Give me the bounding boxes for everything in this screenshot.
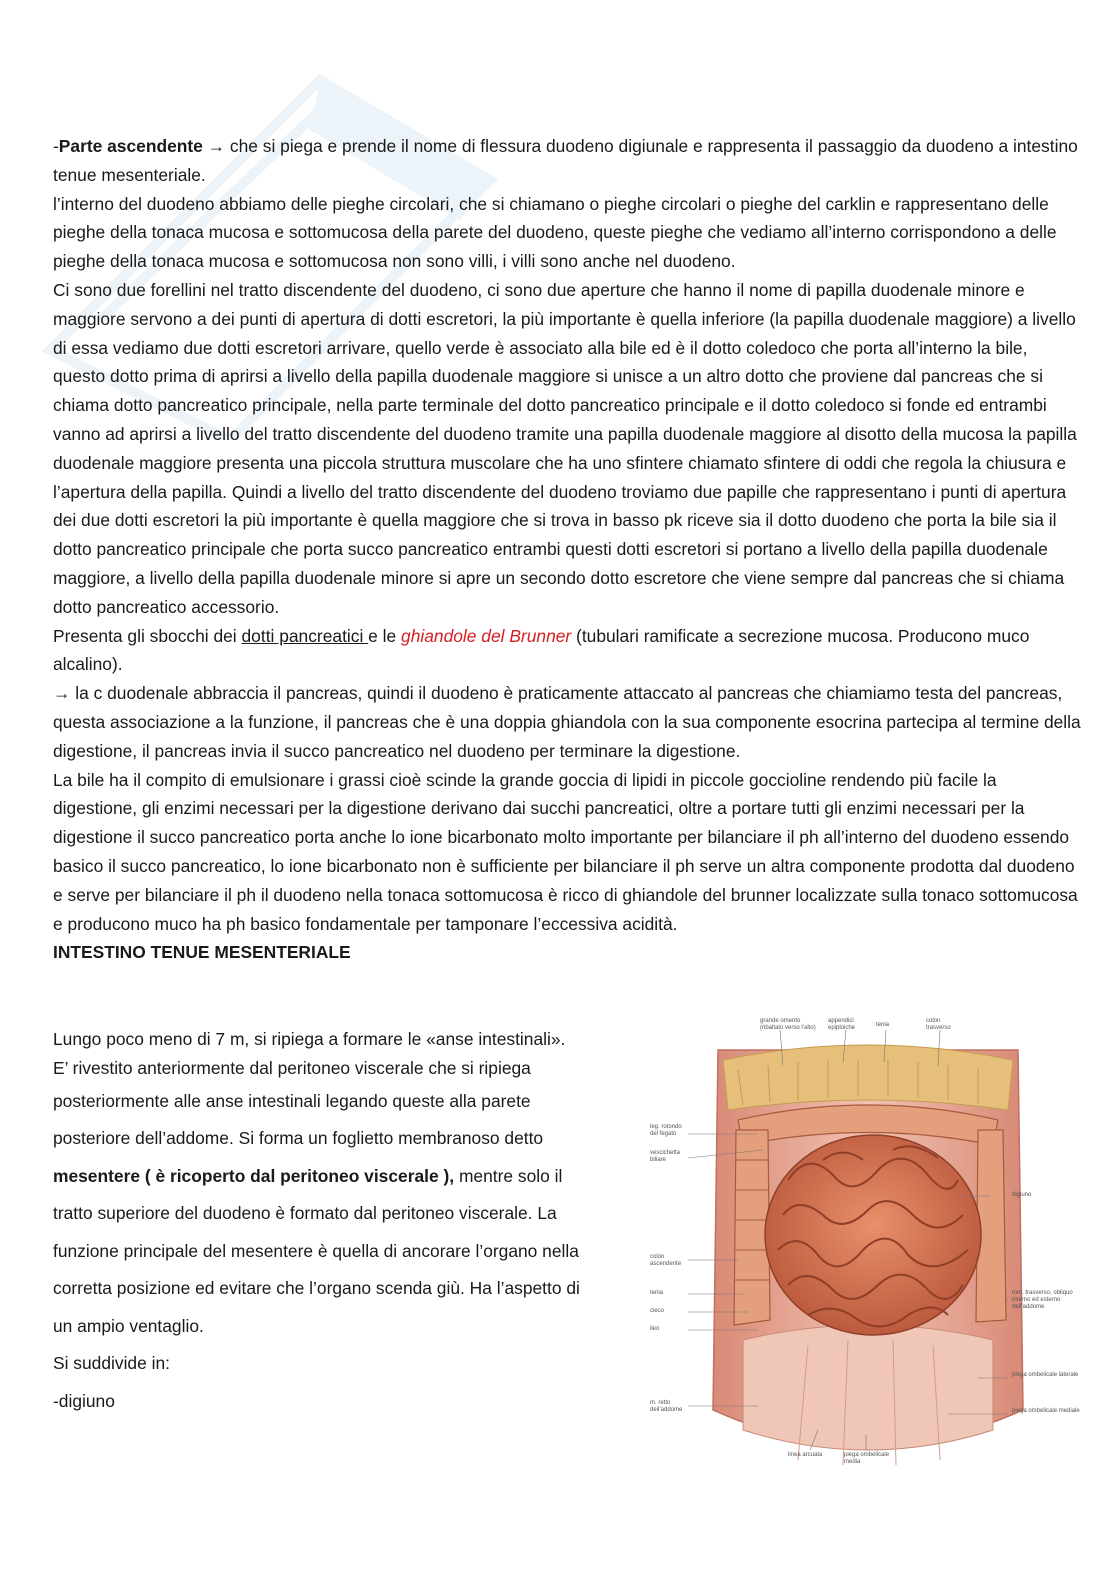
line: Lungo poco meno di 7 m, si ripiega a formare le «anse intestinali». bbox=[53, 1029, 566, 1049]
intestine-illustration bbox=[648, 1010, 1090, 1478]
label-mm-trasverso: mm. trasverso, obliquo interno ed esterno dell’addome bbox=[1012, 1290, 1073, 1310]
label-appendici-epiploiche: appendici epiploiche bbox=[828, 1018, 856, 1031]
dash: - bbox=[53, 136, 59, 156]
line: un ampio ventaglio. bbox=[53, 1315, 204, 1336]
label-grande-omento: grande omento (ribaltato verso l’alto) bbox=[760, 1018, 816, 1031]
line-rest: mentre solo il bbox=[454, 1165, 563, 1186]
ghiandole-brunner-term: ghiandole del Brunner bbox=[401, 625, 572, 646]
label-vescichetta: vescichetta biliare bbox=[650, 1150, 681, 1163]
label-piega-media: piega ombelicale media bbox=[844, 1452, 890, 1465]
paragraph-parte-ascendente bbox=[53, 132, 1083, 190]
line: posteriore dell’addome. Si forma un foglietto membranoso detto bbox=[53, 1128, 544, 1149]
label-cieco: cieco bbox=[650, 1308, 665, 1314]
paragraph-bile: La bile ha il compito di emulsionare i grassi cioè scinde la grande goccia di lipidi in piccole goccioline rendendo più facile la digestione, gli enzimi necessari per la digestione derivano dai succhi pancreatici, oltre a portare tutti gli enzimi necessari per la digestione il succo pancreatico porta anche lo ione bicarbonato molto importante per bilanciare il ph all’interno del duodeno essendo basico il succo pancreatico, lo ione bicarbonato non è sufficiente per bilanciare il ph serve un altra componente prodotta dal duodeno e serve per bilanciare il ph il duodeno nella tonaca sottomucosa è ricco di ghiandole del brunner localizzate sulla tonaco sottomucosa e producono muco ha ph basico fondamentale per tamponare l’eccessiva acidità. bbox=[53, 769, 1078, 934]
label-colon-trasverso: colon trasverso bbox=[926, 1018, 951, 1031]
paragraph-pieghe: l’interno del duodeno abbiamo delle pieghe circolari, che si chiamano o pieghe circolari o pieghe del carklin e rappresentano delle pieghe della tonaca mucosa e sottomucosa della parete del duodeno, queste pieghe che vediamo all’interno corrispondono a delle pieghe della tonaca mucosa e sottomucosa non sono villi, i villi sono anche nel duodeno. bbox=[53, 193, 1057, 272]
paragraph-papille: Ci sono due forellini nel tratto discendente del duodeno, ci sono due aperture che hanno il nome di papilla duodenale minore e maggiore servono a dei punti di apertura di dotti escretori, la più importante è quella inferiore (la papilla duodenale maggiore) a livello di essa vediamo due dotti escretori arrivare, quello verde è associato alla bile ed è il dotto coledoco che porta all’interno la bile, questo dotto prima di aprirsi a livello della papilla duodenale maggiore si unisce a un altro dotto che proviene dal pancreas che si chiama dotto pancreatico principale, nella parte terminale del dotto pancreatico principale e il dotto coledoco si fonde ed entrambi vanno ad aprirsi a livello del tratto discendente del duodeno tramite una papilla duodenale maggiore al disotto della mucosa la papilla duodenale maggiore presenta una piccola struttura muscolare che ha uno sfintere chiamato sfintere di oddi che regola la chiusura e l’apertura della papilla. Quindi a livello del tratto discendente del duodeno troviamo due papille che rappresentano i punti di apertura dei due dotti escretori la più importante è quella maggiore che si trova in basso pk riceve sia il dotto duodeno che porta la bile sia il dotto pancreatico principale che porta succo pancreatico entrambi questi dotti escretori si portano a livello della papilla duodenale maggiore, a livello della papilla duodenale minore si apre un secondo dotto escretore che viene sempre dal pancreas che si chiama dotto pancreatico accessorio. bbox=[53, 279, 1077, 617]
label-linea-arcuata: linea arcuata bbox=[788, 1452, 823, 1458]
lower-wall-folds bbox=[743, 1325, 993, 1450]
label-piega-laterale: piega ombelicale laterale bbox=[1012, 1372, 1079, 1378]
label-digiuno: digiuno bbox=[1012, 1192, 1032, 1198]
sbocchi-text-a: Presenta gli sbocchi dei bbox=[53, 625, 242, 646]
sbocchi-text-b: e le bbox=[368, 625, 402, 646]
label-retto-addome: m. retto dell’addome bbox=[650, 1400, 683, 1413]
body-text bbox=[53, 132, 1083, 967]
line: tratto superiore del duodeno è formato dal peritoneo viscerale. La bbox=[53, 1203, 557, 1224]
paragraph-pancreas: → la c duodenale abbraccia il pancreas, quindi il duodeno è praticamente attaccato al pancreas che chiamiamo testa del pancreas, questa associazione a la funzione, il pancreas che è una doppia ghiandola con la sua componente esocrina partecipa al termine della digestione, il pancreas invia il succo pancreatico nel duodeno per terminare la digestione. bbox=[53, 683, 1081, 761]
line bbox=[53, 1158, 628, 1196]
term-parte-ascendente: Parte ascendente bbox=[58, 136, 203, 156]
sbocchi-text-c: (tubulari ramificate a secrezione mucosa. Producono muco alcalino). bbox=[53, 625, 1030, 675]
line: Si suddivide in: bbox=[53, 1353, 170, 1374]
line: funzione principale del mesentere è quella di ancorare l’organo nella bbox=[53, 1240, 579, 1261]
label-tenia: tenia bbox=[876, 1022, 890, 1028]
line: -digiuno bbox=[53, 1390, 115, 1411]
paragraph-sbocchi bbox=[53, 622, 1083, 680]
mesentere-text bbox=[53, 1025, 628, 1420]
mesentere-term: mesentere ( è ricoperto dal peritoneo viscerale ), bbox=[53, 1165, 455, 1186]
label-colon-ascendente: colon ascendente bbox=[650, 1254, 682, 1267]
greater-omentum bbox=[723, 1045, 1013, 1110]
label-ileo: ileo bbox=[650, 1326, 660, 1332]
label-tenia-2: tenia bbox=[650, 1290, 664, 1296]
small-intestine-mass bbox=[765, 1135, 981, 1335]
dotti-pancreatici-link: dotti pancreatici bbox=[241, 625, 369, 646]
line: E’ rivestito anteriormente dal peritoneo viscerale che si ripiega bbox=[53, 1057, 531, 1078]
line: posteriormente alle anse intestinali legando queste alla parete bbox=[53, 1090, 531, 1111]
parte-text: → che si piega e prende il nome di flessura duodeno digiunale e rappresenta il passaggio da duodeno a intestino tenue mesenteriale. bbox=[53, 136, 1078, 185]
label-leg-rotondo: leg. rotondo del fegato bbox=[650, 1124, 682, 1137]
section-heading: INTESTINO TENUE MESENTERIALE bbox=[53, 942, 351, 963]
line: corretta posizione ed evitare che l’organo scenda giù. Ha l’aspetto di bbox=[53, 1278, 580, 1299]
label-piega-mediale: piega ombelicale mediale bbox=[1012, 1408, 1080, 1414]
